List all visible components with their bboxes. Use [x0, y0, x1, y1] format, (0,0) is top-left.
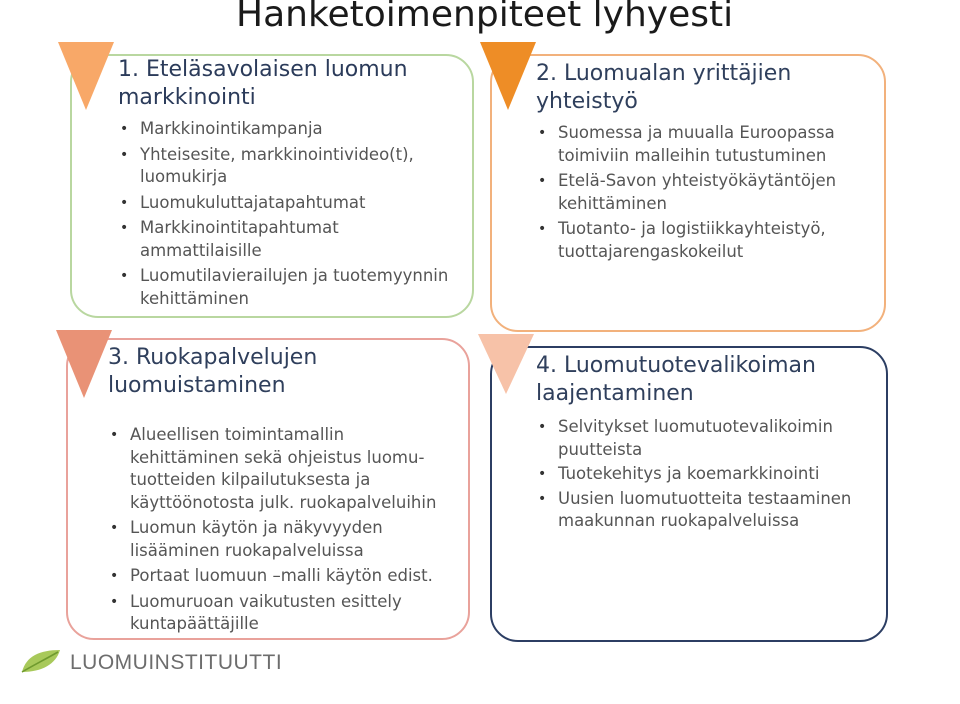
triangle-marker-icon — [480, 42, 536, 110]
list-item: • Markkinointitapahtumat ammattilaisille — [118, 217, 458, 262]
section-title: 4. Luomutuotevalikoiman laajentaminen — [536, 353, 816, 406]
list-item: • Luomukuluttajatapahtumat — [118, 192, 458, 215]
list-item: • Suomessa ja muualla Euroopassa toimiviin malleihin tutustuminen — [536, 122, 876, 167]
list-item: • Alueellisen toimintamallin kehittäminen sekä ohjeistus luomu-tuotteiden kilpailutuksesta ja käyttöönotosta julk. ruokapalveluihin — [108, 424, 458, 514]
bullet-list — [118, 118, 458, 310]
list-item: • Luomuruoan vaikutusten esittely kuntapäättäjille — [108, 591, 458, 636]
triangle-marker-icon — [478, 334, 534, 394]
section-title: 3. Ruokapalvelujen luomuistaminen — [108, 345, 318, 398]
luomuinstituutti-logo — [18, 646, 282, 680]
list-item: • Portaat luomuun –malli käytön edist. — [108, 565, 458, 588]
triangle-marker-icon — [58, 42, 114, 110]
bullet-list — [536, 122, 876, 263]
bullet-list — [536, 416, 876, 533]
list-item: • Selvitykset luomutuotevalikoimin puutteista — [536, 416, 876, 461]
list-item: • Tuotekehitys ja koemarkkinointi — [536, 463, 876, 486]
section-title: 1. Eteläsavolaisen luomun markkinointi — [118, 57, 408, 110]
section-food-services — [108, 344, 458, 639]
triangle-marker-icon — [56, 330, 112, 398]
list-item: • Tuotanto- ja logistiikkayhteistyö, tuottajarengaskokeilut — [536, 218, 876, 263]
leaf-logo-icon — [18, 646, 64, 680]
bullet-list — [108, 424, 458, 636]
section-cooperation — [536, 60, 876, 266]
list-item: • Markkinointikampanja — [118, 118, 458, 141]
list-item: • Luomutilavierailujen ja tuotemyynnin kehittäminen — [118, 265, 458, 310]
section-title: 2. Luomualan yrittäjien yhteistyö — [536, 61, 792, 114]
list-item: • Uusien luomutuotteita testaaminen maakunnan ruokapalveluissa — [536, 488, 876, 533]
list-item: • Yhteisesite, markkinointivideo(t), luomukirja — [118, 144, 458, 189]
page-title: Hanketoimenpiteet lyhyesti — [236, 0, 734, 35]
section-marketing — [118, 56, 458, 313]
list-item: • Luomun käytön ja näkyvyyden lisääminen ruokapalveluissa — [108, 517, 458, 562]
logo-text: LUOMUINSTITUUTTI — [70, 651, 283, 674]
list-item: • Etelä-Savon yhteistyökäytäntöjen kehittäminen — [536, 170, 876, 215]
section-product-range — [536, 352, 876, 535]
